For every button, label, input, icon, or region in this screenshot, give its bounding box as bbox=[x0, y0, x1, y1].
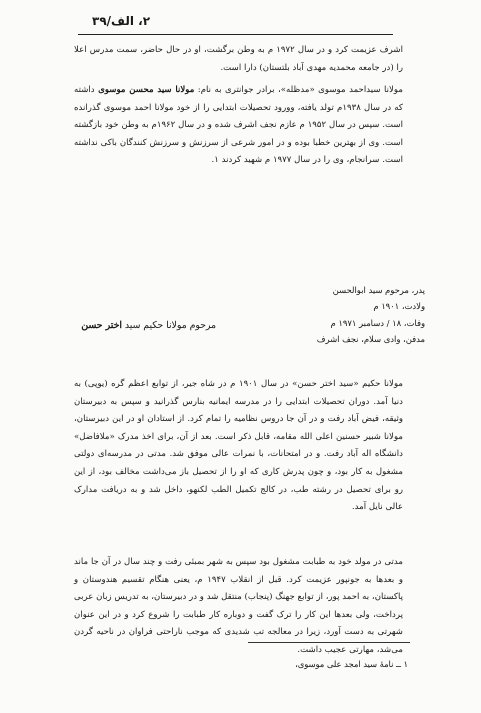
paragraph-3: مولانا حکیم «سید اختر حسن» در سال ۱۹۰۱ م در شاه جیر، از توابع اعظم گره (یوپی) به دنیا آمد. دوران تحصیلات ابتدایی را در مدرسه ایمانیه بنارس گذرانید و سپس به دبیرستان وثیقه، فیض آباد رفت و در آن جا دروس نظامیه را تمام کرد. از استادان او در این دبیرستان، مولانا شبیر حسنین اعلی الله مقامه، قابل ذکر است. بعد از آن، برای اخذ مدرک «ملافاضل» دانشگاه اله آباد رفت. و در امتحانات، با نمرات عالی موفق شد. مدتی در مدرسه‌ای دولتی مشغول به کار بود، و چون پدرش کاری که او را از تحصیل باز می‌داشت مخالف بود، از این رو برای تحصیل در رشته طب، در کالج تکمیل الطب لکنهو، داخل شد و به دریافت مدارک عالی نایل آمد. bbox=[74, 379, 403, 513]
fact-father: پدر، مرحوم سید ابوالحسن bbox=[332, 285, 425, 295]
paragraph-4: مدتی در مولد خود به طبابت مشغول بود سپس به شهر بمبئی رفت و چند سال در آن جا ماند و بعدها به جونپور عزیمت کرد. قبل از انقلاب ۱۹۴۷ م، یعنی هنگام تقسیم هندوستان و پاکستان، به احمد پور، از توابع جهنگ (پنجاب) منتقل شد و در دبیرستان، به تدریس زبان عربی پرداخت، ولی بعدها این کار را ترک گفت و دوباره کار طبابت را شروع کرد و در این عنوان شهرتی به دست آورد، زیرا در معالجه تب شدیدی که موجب ناراحتی فراوان در ناحیه گردن می‌شد، مهارتی عجیب داشت. bbox=[74, 557, 403, 655]
footnote-rule bbox=[248, 642, 410, 643]
paragraph-2 bbox=[74, 82, 403, 170]
biography-facts bbox=[280, 282, 425, 348]
paragraph-2-intro: مولانا سیداحمد موسوی «مدظله»، برادر جوانتری به نام: bbox=[194, 85, 403, 95]
fact-birth: ولادت، ۱۹۰۱ م bbox=[373, 301, 425, 312]
paragraph-2-name: مولانا سید محسن موسوی bbox=[98, 85, 195, 95]
page-number: ۲، الف/۳۹ bbox=[92, 14, 151, 28]
paragraph-1: اشرف عزیمت کرد و در سال ۱۹۷۲ م به وطن برگشت، او در حال حاضر، سمت مدرس اعلا را (در جامعه محمدیه مهدی آباد بلتستان) دارا است. bbox=[74, 45, 403, 73]
heading-prefix: مرحوم مولانا حکیم سید bbox=[121, 320, 216, 331]
header-rule bbox=[78, 34, 393, 35]
heading-name: اختر حسن bbox=[81, 320, 122, 331]
paragraph-2-rest: داشته که در سال ۱۹۳۸م تولد یافته، وورود تحصیلات ابتدایی را از خود مولانا احمد موسوی گذرانده است. سپس در سال ۱۹۵۲ م عازم نجف اشرف شده و در سال ۱۹۶۲م به وطن خود بازگشته است. وی از بهترین خطبا بوده و در امور شرعی از سرزنش و سرزنش کنندگان باکی نداشته است. سرانجام، وی را در سال ۱۹۷۷ م شهید کردند ۱. bbox=[74, 85, 403, 166]
footnote: ۱ ــ نامهٔ سید امجد علی موسوی، bbox=[295, 659, 408, 669]
fact-death: وفات، ۱۸ / دسامبر ۱۹۷۱ م bbox=[330, 317, 425, 328]
fact-burial: مدفن، وادی سلام، نجف اشرف bbox=[316, 334, 425, 345]
section-heading bbox=[80, 320, 216, 331]
